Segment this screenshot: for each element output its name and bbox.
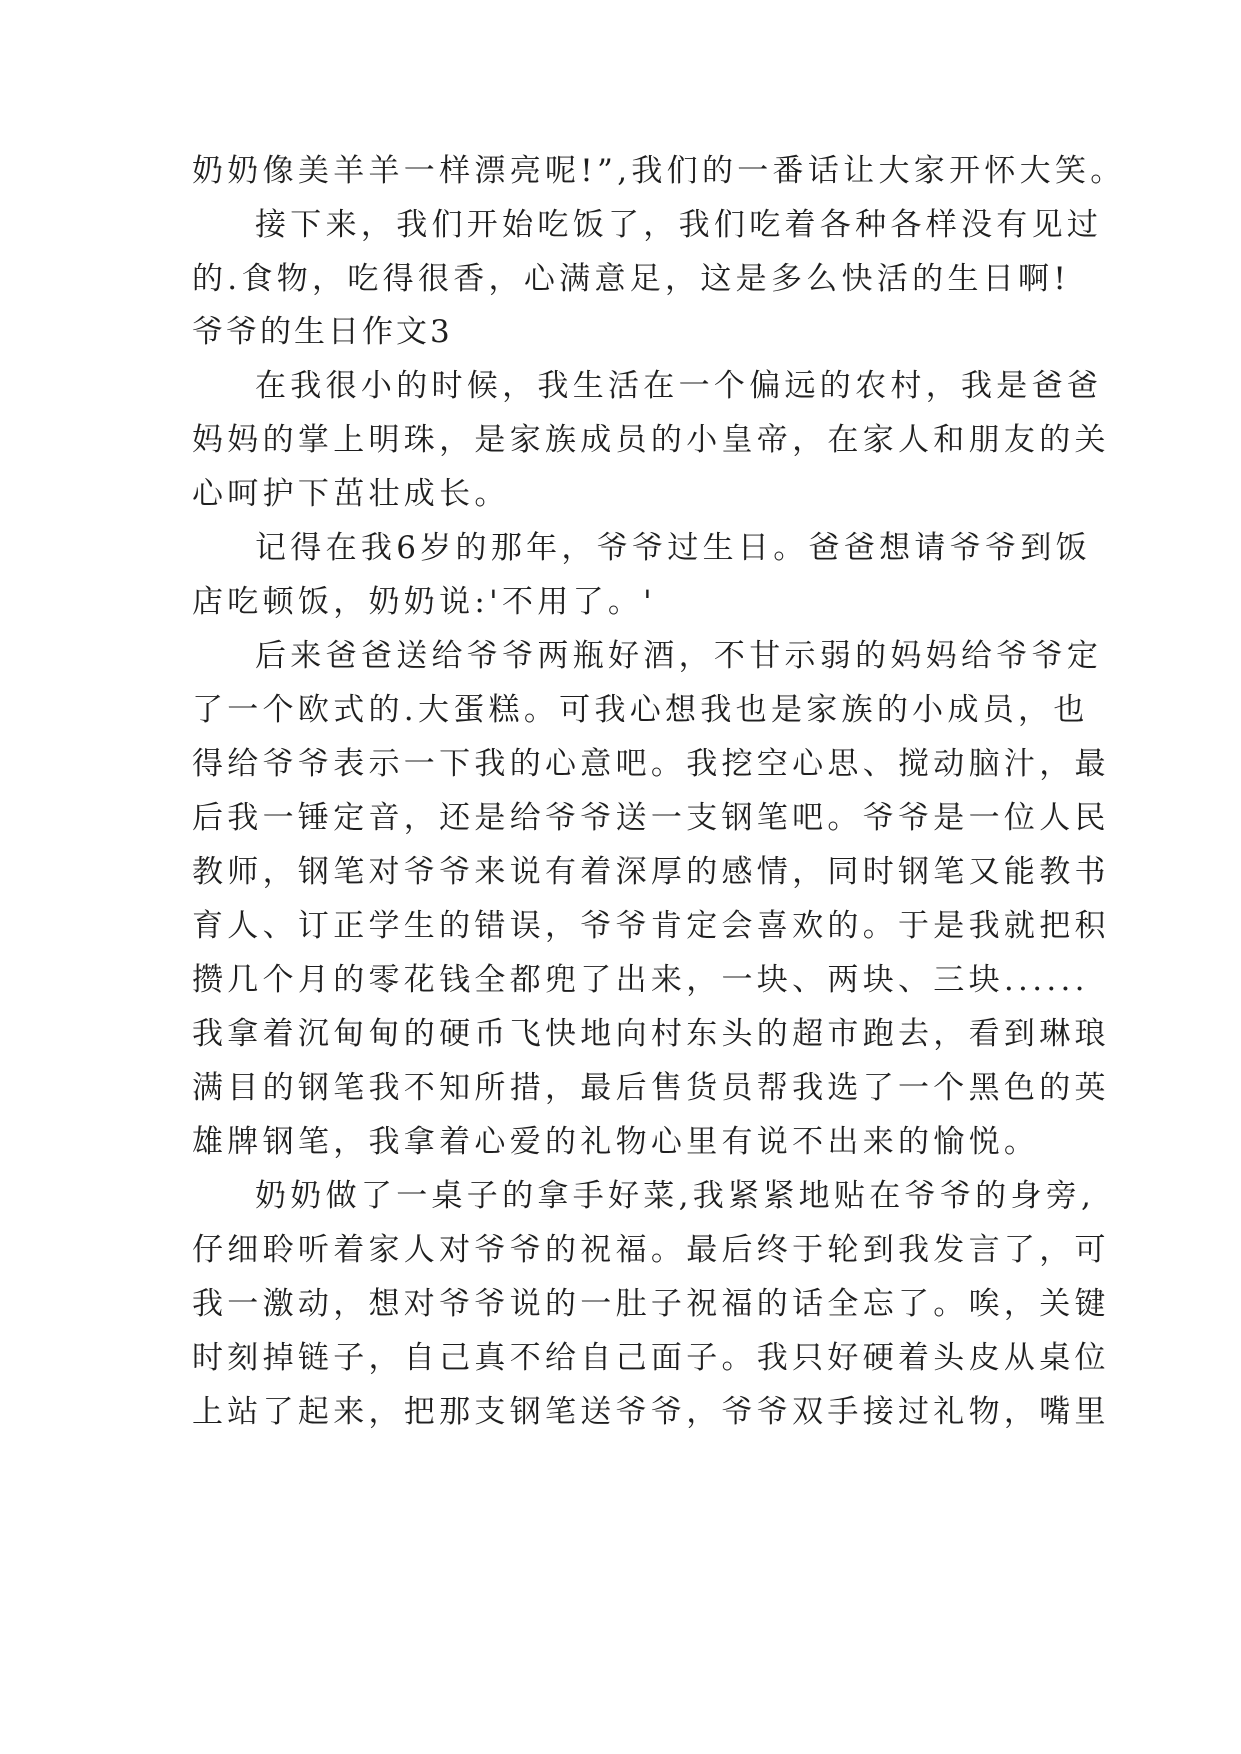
text-line: 我拿着沉甸甸的硬币飞快地向村东头的超市跑去，看到琳琅 [192, 1016, 1110, 1052]
text-line: 雄牌钢笔，我拿着心爱的礼物心里有说不出来的愉悦。 [192, 1124, 1040, 1160]
text-line: 教师，钢笔对爷爷来说有着深厚的感情，同时钢笔又能教书 [192, 854, 1110, 890]
text-line: 上站了起来，把那支钢笔送爷爷，爷爷双手接过礼物，嘴里 [192, 1394, 1110, 1430]
text-line: 奶奶像美羊羊一样漂亮呢!”,我们的一番话让大家开怀大笑。 [192, 153, 1126, 189]
text-line: 的.食物，吃得很香，心满意足，这是多么快活的生日啊! [192, 261, 1071, 297]
text-line: 奶奶做了一桌子的拿手好菜,我紧紧地贴在爷爷的身旁, [255, 1178, 1096, 1214]
text-line: 了一个欧式的.大蛋糕。可我心想我也是家族的小成员，也 [192, 692, 1089, 728]
text-line: 妈妈的掌上明珠，是家族成员的小皇帝，在家人和朋友的关 [192, 422, 1110, 458]
text-line: 后来爸爸送给爷爷两瓶好酒，不甘示弱的妈妈给爷爷定 [255, 638, 1103, 674]
text-line: 时刻掉链子，自己真不给自己面子。我只好硬着头皮从桌位 [192, 1340, 1110, 1376]
section-heading: 爷爷的生日作文3 [192, 314, 453, 350]
text-line: 心呵护下茁壮成长。 [192, 476, 510, 512]
text-line: 我一激动，想对爷爷说的一肚子祝福的话全忘了。唉，关键 [192, 1286, 1110, 1322]
text-line: 后我一锤定音，还是给爷爷送一支钢笔吧。爷爷是一位人民 [192, 800, 1110, 836]
text-line: 育人、订正学生的错误，爷爷肯定会喜欢的。于是我就把积 [192, 908, 1110, 944]
text-line: 仔细聆听着家人对爷爷的祝福。最后终于轮到我发言了，可 [192, 1232, 1110, 1268]
text-line: 攒几个月的零花钱全都兜了出来，一块、两块、三块...... [192, 962, 1089, 998]
text-line: 记得在我6岁的那年，爷爷过生日。爸爸想请爷爷到饭 [255, 530, 1091, 566]
text-line: 得给爷爷表示一下我的心意吧。我挖空心思、搅动脑汁，最 [192, 746, 1110, 782]
text-line: 满目的钢笔我不知所措，最后售货员帮我选了一个黑色的英 [192, 1070, 1110, 1106]
text-line: 在我很小的时候，我生活在一个偏远的农村，我是爸爸 [255, 368, 1103, 404]
text-line: 接下来，我们开始吃饭了，我们吃着各种各样没有见过 [255, 207, 1103, 243]
text-line: 店吃顿饭，奶奶说:'不用了。' [192, 584, 656, 620]
